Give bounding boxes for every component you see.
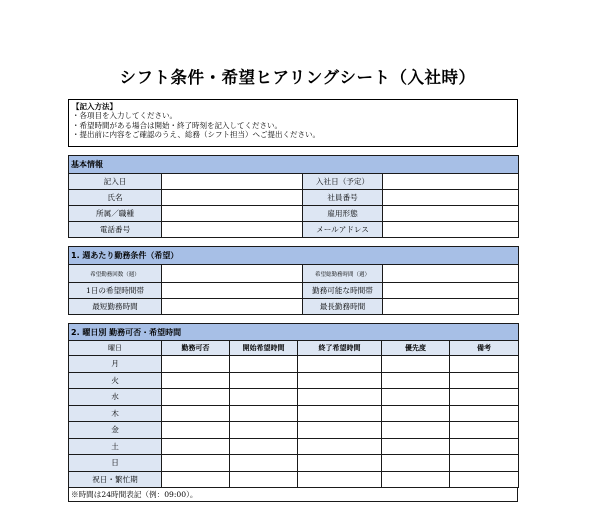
weekly-total-hours-input[interactable] [383, 265, 519, 283]
column-header: 曜日 [69, 341, 162, 356]
day-label: 祝日・繁忙期 [69, 471, 162, 488]
availability-cell[interactable] [162, 372, 230, 389]
end-time-cell[interactable] [298, 438, 382, 455]
table-row [69, 471, 519, 488]
instructions-box [68, 99, 518, 147]
day-rows [69, 356, 519, 488]
available-time-slot-input[interactable] [383, 283, 519, 299]
end-time-cell[interactable] [298, 455, 382, 472]
availability-cell[interactable] [162, 438, 230, 455]
field-label: 雇用形態 [303, 206, 383, 222]
start-time-cell[interactable] [230, 389, 298, 406]
field-label: 氏名 [69, 190, 162, 206]
field-label: 希望総勤務時間（週） [303, 265, 383, 283]
column-header: 備考 [450, 341, 519, 356]
day-label: 木 [69, 405, 162, 422]
instructions-heading: 【記入方法】 [72, 102, 117, 111]
priority-cell[interactable] [382, 356, 450, 373]
table-row [69, 389, 519, 406]
field-label: 最短勤務時間 [69, 299, 162, 315]
availability-cell[interactable] [162, 422, 230, 439]
table-row [69, 422, 519, 439]
start-time-cell[interactable] [230, 438, 298, 455]
field-label: 希望勤務回数（週） [69, 265, 162, 283]
daily-availability-table [68, 323, 519, 488]
field-label: 最長勤務時間 [303, 299, 383, 315]
table-row [69, 372, 519, 389]
priority-cell[interactable] [382, 405, 450, 422]
end-time-cell[interactable] [298, 389, 382, 406]
start-time-cell[interactable] [230, 372, 298, 389]
column-header: 終了希望時間 [298, 341, 382, 356]
instruction-line: ・提出前に内容をご確認のうえ、総務（シフト担当）へご提出ください。 [72, 130, 320, 140]
remarks-cell[interactable] [450, 422, 519, 439]
availability-cell[interactable] [162, 389, 230, 406]
remarks-cell[interactable] [450, 438, 519, 455]
employee-number-input[interactable] [383, 190, 519, 206]
availability-cell[interactable] [162, 356, 230, 373]
instruction-line: ・各項目を入力してください。 [72, 111, 177, 121]
entry-date-input[interactable] [162, 174, 303, 190]
weekly-conditions-table [68, 246, 519, 315]
section-header-daily: 2. 曜日別 勤務可否・希望時間 [69, 324, 519, 341]
start-time-cell[interactable] [230, 356, 298, 373]
email-input[interactable] [383, 222, 519, 238]
end-time-cell[interactable] [298, 372, 382, 389]
remarks-cell[interactable] [450, 471, 519, 488]
min-hours-input[interactable] [162, 299, 303, 315]
remarks-cell[interactable] [450, 389, 519, 406]
hire-date-input[interactable] [383, 174, 519, 190]
end-time-cell[interactable] [298, 471, 382, 488]
field-label: 社員番号 [303, 190, 383, 206]
end-time-cell[interactable] [298, 422, 382, 439]
instruction-line: ・希望時間がある場合は開始・終了時刻を記入してください。 [72, 120, 282, 130]
end-time-cell[interactable] [298, 356, 382, 373]
table-row [69, 455, 519, 472]
department-input[interactable] [162, 206, 303, 222]
priority-cell[interactable] [382, 471, 450, 488]
availability-cell[interactable] [162, 471, 230, 488]
page-title: シフト条件・希望ヒアリングシート（入社時） [119, 68, 476, 87]
priority-cell[interactable] [382, 389, 450, 406]
column-header: 開始希望時間 [230, 341, 298, 356]
start-time-cell[interactable] [230, 471, 298, 488]
start-time-cell[interactable] [230, 422, 298, 439]
end-time-cell[interactable] [298, 405, 382, 422]
footnote: ※時間は24時間表記（例：09:00）。 [68, 488, 518, 502]
max-hours-input[interactable] [383, 299, 519, 315]
remarks-cell[interactable] [450, 455, 519, 472]
field-label: 電話番号 [69, 222, 162, 238]
preferred-time-slot-input[interactable] [162, 283, 303, 299]
priority-cell[interactable] [382, 372, 450, 389]
section-header-weekly: 1. 週あたり勤務条件（希望） [69, 247, 519, 265]
table-row [69, 438, 519, 455]
day-label: 水 [69, 389, 162, 406]
name-input[interactable] [162, 190, 303, 206]
priority-cell[interactable] [382, 422, 450, 439]
column-header: 優先度 [382, 341, 450, 356]
remarks-cell[interactable] [450, 356, 519, 373]
weekly-shift-count-input[interactable] [162, 265, 303, 283]
field-label: 所属／職種 [69, 206, 162, 222]
priority-cell[interactable] [382, 438, 450, 455]
field-label: 入社日（予定） [303, 174, 383, 190]
field-label: 記入日 [69, 174, 162, 190]
field-label: 勤務可能な時間帯 [303, 283, 383, 299]
section-header-basic: 基本情報 [69, 156, 519, 174]
day-label: 月 [69, 356, 162, 373]
priority-cell[interactable] [382, 455, 450, 472]
availability-cell[interactable] [162, 455, 230, 472]
day-label: 金 [69, 422, 162, 439]
phone-input[interactable] [162, 222, 303, 238]
day-label: 火 [69, 372, 162, 389]
remarks-cell[interactable] [450, 405, 519, 422]
field-label: 1日の希望時間帯 [69, 283, 162, 299]
availability-cell[interactable] [162, 405, 230, 422]
table-row [69, 405, 519, 422]
remarks-cell[interactable] [450, 372, 519, 389]
employment-type-input[interactable] [383, 206, 519, 222]
field-label: メールアドレス [303, 222, 383, 238]
start-time-cell[interactable] [230, 455, 298, 472]
table-row [69, 356, 519, 373]
column-header: 勤務可否 [162, 341, 230, 356]
day-label: 日 [69, 455, 162, 472]
basic-info-table [68, 155, 519, 238]
day-label: 土 [69, 438, 162, 455]
start-time-cell[interactable] [230, 405, 298, 422]
